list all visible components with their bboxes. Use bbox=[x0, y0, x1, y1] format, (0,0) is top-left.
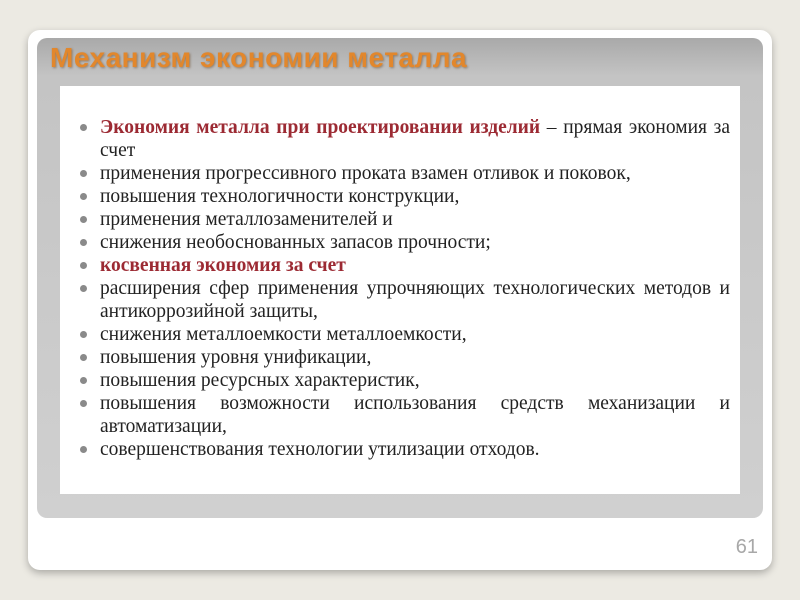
bullet-dot-icon bbox=[80, 239, 87, 246]
list-item bbox=[80, 208, 730, 231]
page-number: 61 bbox=[735, 536, 758, 558]
item-highlight: Экономия металла при проектировании изделий bbox=[100, 117, 541, 138]
bullet-dot-icon bbox=[80, 262, 87, 269]
list-item bbox=[80, 254, 730, 277]
item-text: – прямая экономия за счет bbox=[100, 117, 730, 161]
item-text: применения металлозаменителей и bbox=[100, 209, 393, 230]
list-item bbox=[80, 231, 730, 254]
bullet-dot-icon bbox=[80, 377, 87, 384]
list-item bbox=[80, 277, 730, 323]
item-text: применения прогрессивного проката взамен отливок и поковок, bbox=[100, 163, 631, 184]
item-text: снижения металлоемкости металлоемкости, bbox=[100, 324, 467, 345]
list-item bbox=[80, 162, 730, 185]
bullet-dot-icon bbox=[80, 124, 87, 131]
bullet-dot-icon bbox=[80, 400, 87, 407]
item-text: совершенствования технологии утилизации отходов. bbox=[100, 439, 540, 460]
item-text: повышения технологичности конструкции, bbox=[100, 186, 460, 207]
bullet-dot-icon bbox=[80, 216, 87, 223]
slide-title: Механизм экономии металла bbox=[50, 42, 468, 73]
list-item bbox=[80, 392, 730, 438]
bullet-dot-icon bbox=[80, 193, 87, 200]
item-text: повышения ресурсных характеристик, bbox=[100, 370, 420, 391]
bullet-list bbox=[80, 116, 730, 461]
item-text: снижения необоснованных запасов прочности; bbox=[100, 232, 491, 253]
list-item bbox=[80, 185, 730, 208]
content-box bbox=[60, 86, 740, 494]
list-item bbox=[80, 438, 730, 461]
bullet-dot-icon bbox=[80, 446, 87, 453]
bullet-dot-icon bbox=[80, 331, 87, 338]
list-item bbox=[80, 116, 730, 162]
item-text: повышения уровня унификации, bbox=[100, 347, 372, 368]
item-text: повышения возможности использования средств механизации и автоматизации, bbox=[100, 393, 730, 437]
list-item bbox=[80, 369, 730, 392]
bullet-dot-icon bbox=[80, 354, 87, 361]
bullet-dot-icon bbox=[80, 285, 87, 292]
item-highlight: косвенная экономия за счет bbox=[100, 255, 346, 276]
list-item bbox=[80, 346, 730, 369]
list-item bbox=[80, 323, 730, 346]
bullet-dot-icon bbox=[80, 170, 87, 177]
item-text: расширения сфер применения упрочняющих технологических методов и антикоррозийной защиты, bbox=[100, 278, 730, 322]
